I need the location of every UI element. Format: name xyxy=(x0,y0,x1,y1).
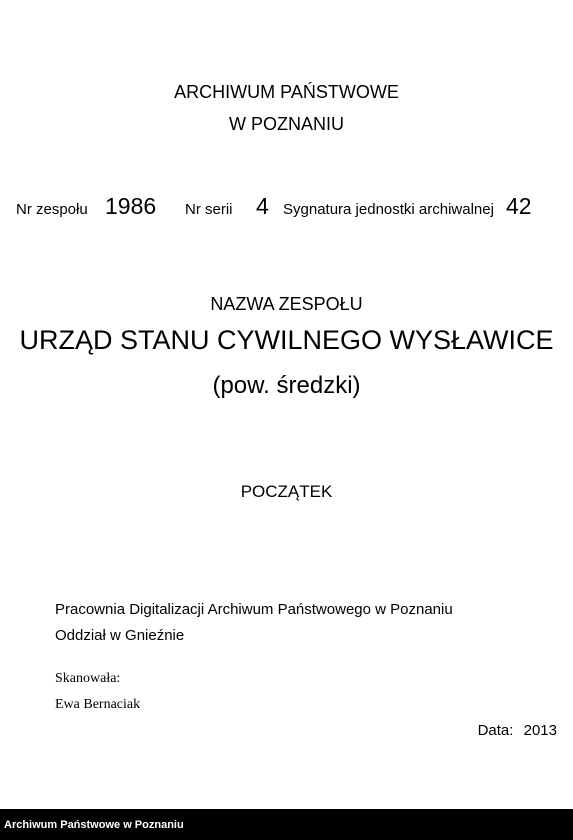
scanned-by-label: Skanowała: xyxy=(55,671,121,686)
digitization-lab-name: Pracownia Digitalizacji Archiwum Państwowego w Poznaniu xyxy=(55,601,453,618)
footer-bar xyxy=(0,809,573,840)
digitization-lab-branch: Oddział w Gnieźnie xyxy=(55,627,185,644)
date-label: Data: xyxy=(477,722,514,739)
archive-name: ARCHIWUM PAŃSTWOWE xyxy=(174,82,399,102)
unit-signature: 42 xyxy=(506,193,532,219)
date-value: 2013 xyxy=(523,722,557,739)
archive-city: W POZNANIU xyxy=(229,114,344,134)
fonds-subtitle: (pow. średzki) xyxy=(212,372,361,399)
unit-signature-label: Sygnatura jednostki archiwalnej xyxy=(283,201,494,218)
series-number: 4 xyxy=(256,193,269,219)
fonds-number-label: Nr zespołu xyxy=(16,201,88,218)
footer-archive-name: Archiwum Państwowe w Poznaniu xyxy=(4,819,184,831)
date-row xyxy=(472,722,557,739)
series-number-label: Nr serii xyxy=(185,201,233,218)
section-label: POCZĄTEK xyxy=(240,482,333,501)
fonds-label: NAZWA ZESPOŁU xyxy=(210,294,363,314)
scanned-by-person: Ewa Bernaciak xyxy=(55,697,141,712)
fonds-number: 1986 xyxy=(105,193,157,219)
fonds-title: URZĄD STANU CYWILNEGO WYSŁAWICE xyxy=(19,325,554,355)
